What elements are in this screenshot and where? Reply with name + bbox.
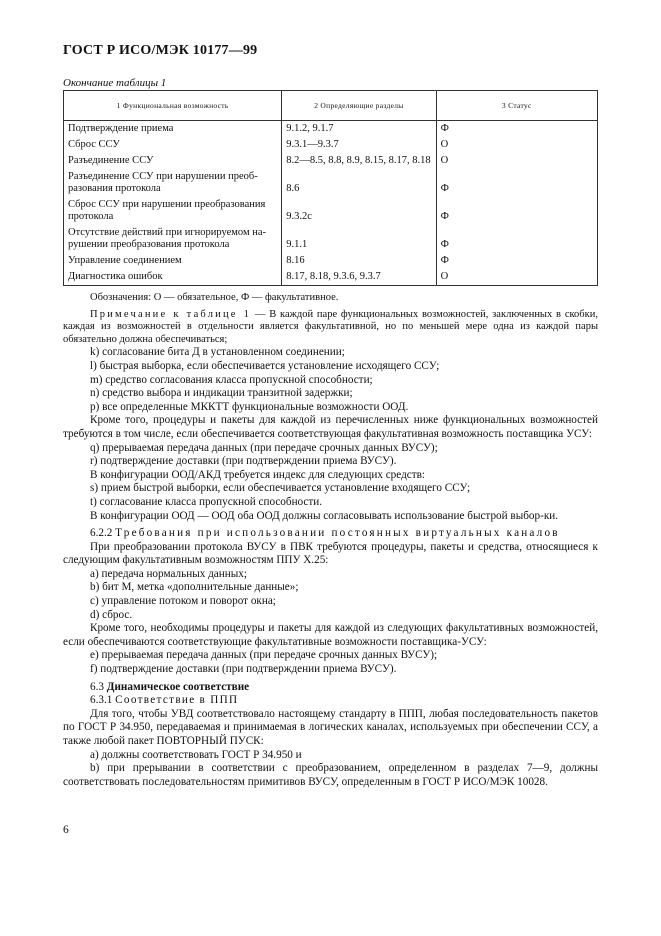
section-title: Динамическое соответствие (106, 680, 250, 693)
table-cell: 9.3.2c (282, 197, 436, 225)
table-cell: О (436, 153, 597, 169)
list-item: b) бит М, метка «дополнительные данные»; (90, 581, 299, 594)
section-number: 6.3.1 (90, 694, 113, 707)
table-cell: Ф (436, 225, 597, 253)
table-cell: Ф (436, 253, 597, 269)
table-row (64, 269, 598, 286)
section-number: 6.3 (90, 680, 104, 693)
body-text (63, 292, 598, 789)
table-row (64, 121, 598, 138)
paragraph: В конфигурации ООД/АКД требуется индекс для следующих средств: (90, 468, 426, 481)
section-number: 6.2.2 (90, 527, 113, 540)
list-item: а) передача нормальных данных; (90, 567, 247, 580)
column-header: 3 Статус (436, 91, 597, 121)
paragraph: Кроме того, необходимы процедуры и пакеты для каждой из следующих факультативных возможностей, если обеспечиваются соответствующие факультативные возможности поставщика-УСУ: (63, 622, 598, 648)
list-item: t) согласование класса пропускной способности. (90, 495, 323, 508)
section-title: Требования при использовании постоянных виртуальных каналов (115, 527, 560, 540)
list-item: l) быстрая выборка, если обеспечивается установление исходящего ССУ; (90, 359, 440, 372)
list-item: r) подтверждение доставки (при подтверждении приема ВУСУ). (90, 455, 397, 468)
table-cell: Диагностика ошибок (64, 269, 282, 286)
section-heading-6-3 (63, 681, 598, 695)
list-item: d) сброс. (90, 608, 133, 621)
column-header: 2 Определяющие разделы (282, 91, 436, 121)
table-header-row (64, 91, 598, 121)
list-item: k) согласование бита Д в установленном соединении; (90, 346, 345, 359)
section-title: Соответствие в ППП (115, 694, 239, 707)
table-cell: 8.6 (282, 169, 436, 197)
table-row (64, 137, 598, 153)
list-item: а) должны соответствовать ГОСТ Р 34.950 и (90, 748, 302, 761)
paragraph: Для того, чтобы УВД соответствовало настоящему стандарту в ППП, любая последовательность пакетов по ГОСТ Р 34.950, передаваемая и принимаемая в логических каналах, используемых при обеспечении ССУ, а также любой пакет ПОВТОРНЫЙ ПУСК: (63, 707, 598, 747)
table-cell: 8.16 (282, 253, 436, 269)
table-cell: О (436, 269, 597, 286)
list-item: е) прерываемая передача данных (при передаче срочных данных ВУСУ); (90, 649, 438, 662)
note-heading: Примечание к таблице 1 (90, 308, 252, 320)
section-heading-6-3-1 (63, 694, 598, 708)
table-cell: 8.17, 8.18, 9.3.6, 9.3.7 (282, 269, 436, 286)
table-cell: О (436, 137, 597, 153)
document-header: ГОСТ Р ИСО/МЭК 10177—99 (63, 43, 258, 58)
list-item: q) прерываемая передача данных (при передаче срочных данных ВУСУ); (90, 441, 438, 454)
list-item: b) при прерывании в соответствии с преобразованием, определенном в разделах 7—9, должны соответствовать последовательностям примитивов ВУСУ, определенным в ГОСТ Р ИСО/МЭК 10028. (63, 762, 598, 788)
table-cell: Подтверждение приема (64, 121, 282, 138)
table-cell: Ф (436, 197, 597, 225)
table-row (64, 253, 598, 269)
table-note (63, 309, 598, 347)
table-cell: Ф (436, 169, 597, 197)
list-item: n) средство выбора и индикации транзитной задержки; (90, 387, 353, 400)
table-cell: Ф (436, 121, 597, 138)
note-body: — В каждой паре функциональных возможностей, заключенных в скобки, каждая из возможностей в отдельности является факультативной, но по меньшей мере одна из каждой пары обязательно должна обеспечиваться; (63, 308, 598, 345)
table-cell: Сброс ССУ при нарушении преобразования протокола (64, 197, 282, 225)
paragraph: При преобразовании протокола ВУСУ в ПВК требуются процедуры, пакеты и средства, относящиеся к следующим факультативным возможностям ППУ Х.25: (63, 540, 598, 567)
table-cell: Разъединение ССУ (64, 153, 282, 169)
paragraph: В конфигурации ООД — ООД оба ООД должны согласовывать использование быстрой выбор-ки. (90, 509, 559, 522)
table-cell: Отсутствие действий при игнорируемом на-рушении преобразования протокола (64, 225, 282, 253)
page-number: 6 (63, 824, 69, 836)
table-cell: 9.1.2, 9.1.7 (282, 121, 436, 138)
list-item: c) управление потоком и поворот окна; (90, 595, 276, 608)
section-heading-6-2-2 (63, 527, 598, 541)
capability-table (63, 90, 598, 286)
table-row (64, 197, 598, 225)
table-cell: 9.1.1 (282, 225, 436, 253)
table-cell: Управление соединением (64, 253, 282, 269)
table-row (64, 153, 598, 169)
table-caption: Окончание таблицы 1 (63, 77, 167, 89)
list-item: m) средство согласования класса пропускной способности; (90, 373, 373, 386)
table-cell: 8.2—8.5, 8.8, 8.9, 8.15, 8.17, 8.18 (282, 153, 436, 169)
table-cell: 9.3.1—9.3.7 (282, 137, 436, 153)
list-item: f) подтверждение доставки (при подтверждении приема ВУСУ). (90, 663, 397, 676)
column-header: 1 Функциональная возможность (64, 91, 282, 121)
table-row (64, 169, 598, 197)
table-row (64, 225, 598, 253)
table-cell: Разъединение ССУ при нарушении преоб-разования протокола (64, 169, 282, 197)
list-item: s) прием быстрой выборки, если обеспечивается установление входящего ССУ; (90, 482, 471, 495)
paragraph: Кроме того, процедуры и пакеты для каждой из перечисленных ниже функциональных возможностей требуются в том числе, если обеспечивается соответствующая факультативная возможность поставщика УСУ: (63, 414, 598, 440)
table-cell: Сброс ССУ (64, 137, 282, 153)
designations: Обозначения: О — обязательное, Ф — факультативное. (90, 292, 339, 303)
list-item: p) все определенные МККТТ функциональные возможности ООД. (90, 400, 409, 413)
